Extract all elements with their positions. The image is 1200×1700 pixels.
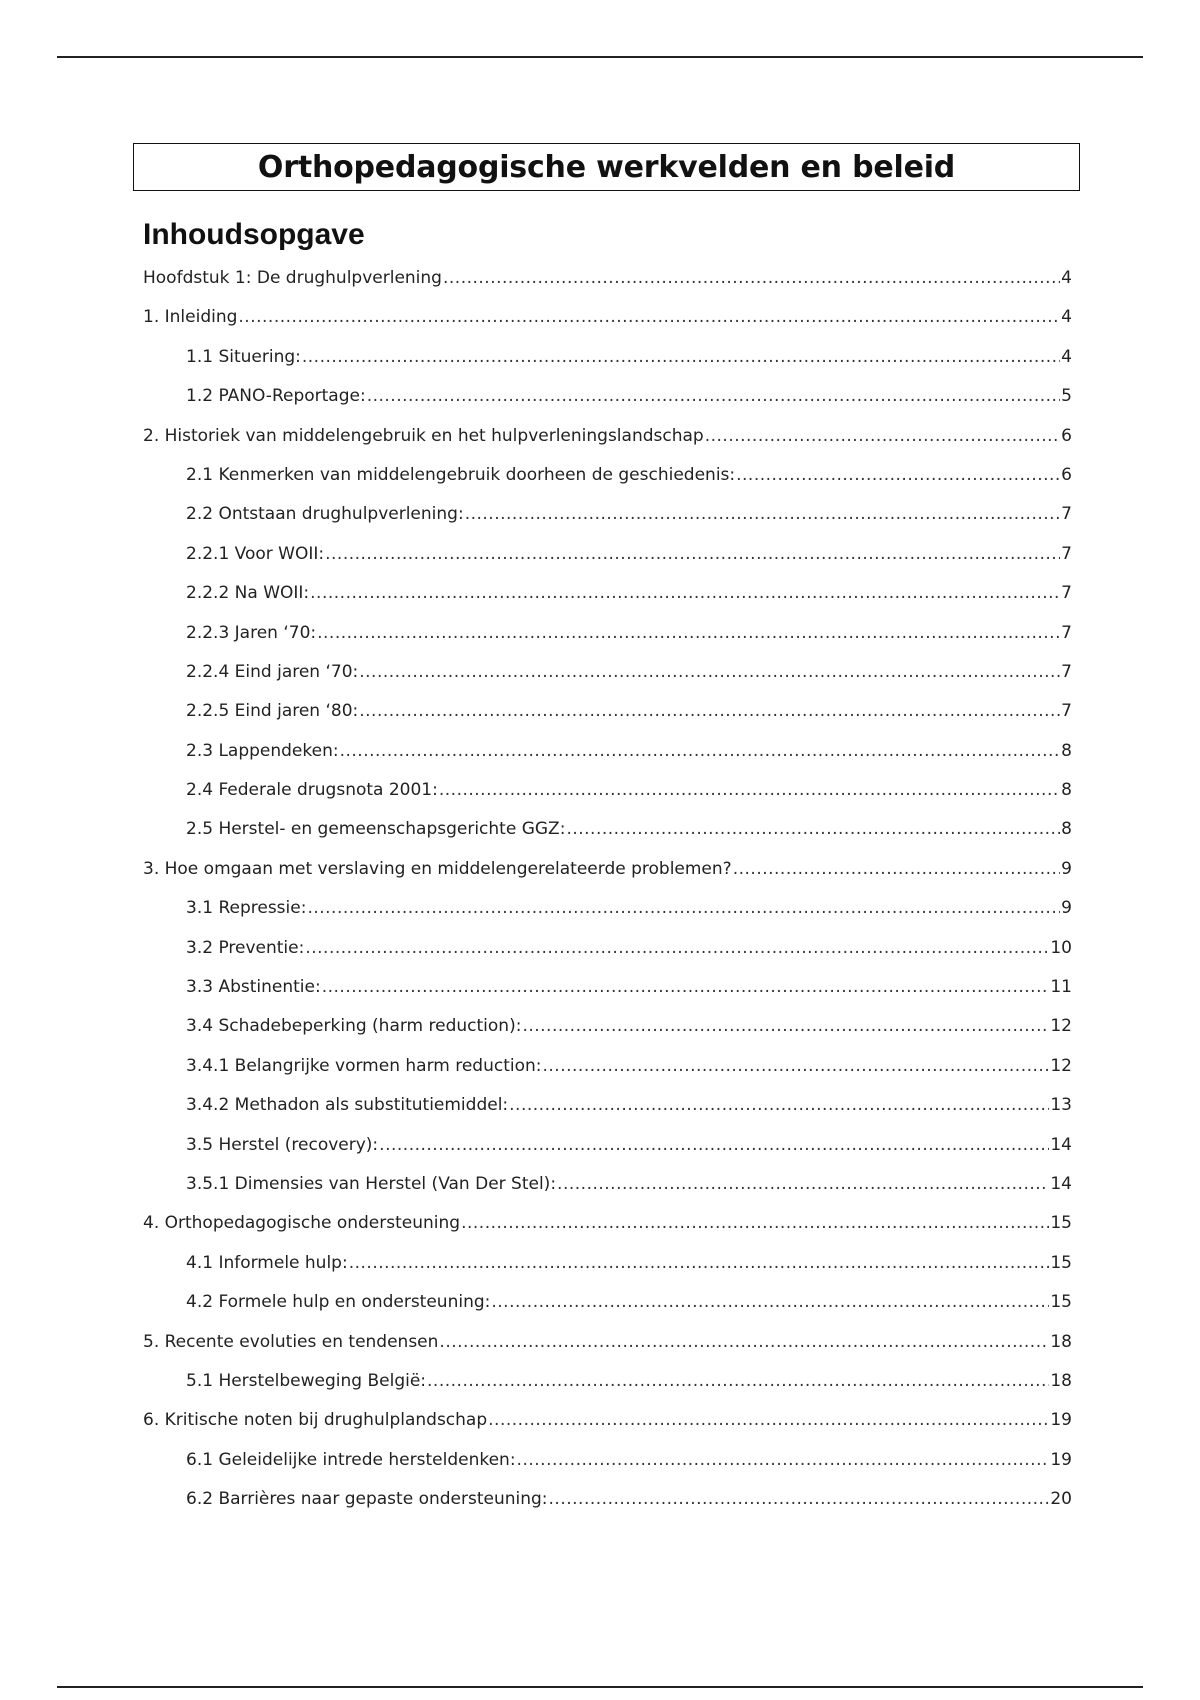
toc-entry[interactable]	[143, 544, 1072, 583]
toc-entry[interactable]	[143, 1450, 1072, 1489]
toc-entry-label: 2.1 Kenmerken van middelengebruik doorheen de geschiedenis:	[186, 464, 736, 485]
toc-entry-label: 6.2 Barrières naar gepaste ondersteuning:	[186, 1489, 548, 1510]
toc-dot-leader	[439, 780, 1060, 800]
toc-page-number: 8	[1061, 819, 1072, 840]
toc-dot-leader	[465, 504, 1060, 524]
toc-entry-label: 2.2.5 Eind jaren ‘80:	[186, 701, 359, 722]
toc-dot-leader	[543, 1056, 1050, 1076]
toc-dot-leader	[359, 701, 1060, 721]
toc-entry-label: 4. Orthopedagogische ondersteuning	[143, 1213, 461, 1234]
toc-entry-label: 2.2 Ontstaan drughulpverlening:	[186, 504, 464, 525]
toc-page-number: 4	[1061, 346, 1072, 367]
toc-page-number: 15	[1050, 1252, 1072, 1273]
toc-entry-label: 3. Hoe omgaan met verslaving en middelengerelateerde problemen?	[143, 858, 732, 879]
toc-dot-leader	[491, 1292, 1049, 1312]
toc-dot-leader	[379, 1135, 1049, 1155]
toc-entry[interactable]	[143, 938, 1072, 977]
toc-entry-label: 4.1 Informele hulp:	[186, 1252, 348, 1273]
toc-dot-leader	[736, 465, 1060, 485]
toc-page-number: 18	[1050, 1370, 1072, 1391]
toc-page-number: 12	[1050, 1016, 1072, 1037]
toc-dot-leader	[461, 1213, 1049, 1233]
toc-dot-leader	[733, 859, 1060, 879]
toc-page-number: 15	[1050, 1213, 1072, 1234]
toc-page-number: 11	[1050, 977, 1072, 998]
toc-page-number: 7	[1061, 622, 1072, 643]
toc-page-number: 10	[1050, 937, 1072, 958]
toc-page-number: 12	[1050, 1055, 1072, 1076]
toc-entry-label: 2.5 Herstel- en gemeenschapsgerichte GGZ:	[186, 819, 566, 840]
toc-dot-leader	[322, 977, 1050, 997]
toc-dot-leader	[340, 741, 1061, 761]
toc-dot-leader	[509, 1095, 1049, 1115]
toc-entry[interactable]	[143, 268, 1072, 307]
toc-entry-label: 3.4 Schadebeperking (harm reduction):	[186, 1016, 522, 1037]
toc-page-number: 6	[1061, 464, 1072, 485]
toc-entry[interactable]	[143, 504, 1072, 543]
toc-entry-label: 3.4.1 Belangrijke vormen harm reduction:	[186, 1055, 542, 1076]
toc-entry[interactable]	[143, 898, 1072, 937]
toc-dot-leader	[488, 1410, 1049, 1430]
toc-dot-leader	[349, 1253, 1050, 1273]
toc-entry-label: 1.2 PANO-Reportage:	[186, 386, 366, 407]
toc-dot-leader	[359, 662, 1060, 682]
toc-page-number: 6	[1061, 425, 1072, 446]
toc-dot-leader	[367, 386, 1060, 406]
toc-entry-label: 3.5.1 Dimensies van Herstel (Van Der Stel):	[186, 1173, 557, 1194]
toc-entry[interactable]	[143, 780, 1072, 819]
toc-heading: Inhoudsopgave	[143, 218, 365, 251]
toc-page-number: 18	[1050, 1331, 1072, 1352]
toc-page-number: 19	[1050, 1410, 1072, 1431]
toc-dot-leader	[317, 623, 1060, 643]
toc-entry[interactable]	[143, 1095, 1072, 1134]
toc-entry-label: 3.2 Preventie:	[186, 937, 305, 958]
toc-page-number: 4	[1061, 307, 1072, 328]
toc-dot-leader	[517, 1450, 1050, 1470]
toc-entry-label: 3.5 Herstel (recovery):	[186, 1134, 379, 1155]
toc-dot-leader	[305, 938, 1049, 958]
toc-dot-leader	[522, 1016, 1049, 1036]
toc-dot-leader	[307, 898, 1060, 918]
toc-entry[interactable]	[143, 307, 1072, 346]
toc-page-number: 5	[1061, 386, 1072, 407]
document-title: Orthopedagogische werkvelden en beleid	[257, 149, 956, 185]
toc-dot-leader	[310, 583, 1060, 603]
toc-entry[interactable]	[143, 1135, 1072, 1174]
toc-entry[interactable]	[143, 623, 1072, 662]
toc-entry[interactable]	[143, 819, 1072, 858]
toc-entry[interactable]	[143, 347, 1072, 386]
toc-entry-label: 3.1 Repressie:	[186, 898, 307, 919]
toc-page-number: 20	[1050, 1489, 1072, 1510]
toc-entry-label: 5.1 Herstelbeweging België:	[186, 1370, 427, 1391]
toc-dot-leader	[427, 1371, 1049, 1391]
toc-page-number: 14	[1050, 1173, 1072, 1194]
toc-entry[interactable]	[143, 465, 1072, 504]
toc-entry-label: 1.1 Situering:	[186, 346, 301, 367]
toc-entry[interactable]	[143, 977, 1072, 1016]
toc-entry[interactable]	[143, 662, 1072, 701]
toc-entry[interactable]	[143, 1213, 1072, 1252]
header-rule	[57, 56, 1143, 58]
toc-entry[interactable]	[143, 583, 1072, 622]
toc-entry[interactable]	[143, 1410, 1072, 1449]
toc-entry[interactable]	[143, 1174, 1072, 1213]
toc-entry-label: 2.2.4 Eind jaren ‘70:	[186, 661, 359, 682]
toc-page-number: 15	[1050, 1292, 1072, 1313]
toc-page-number: 9	[1061, 898, 1072, 919]
toc-entry[interactable]	[143, 701, 1072, 740]
toc-entry-label: 2.2.3 Jaren ‘70:	[186, 622, 317, 643]
toc-dot-leader	[439, 1332, 1049, 1352]
toc-page-number: 7	[1061, 701, 1072, 722]
toc-entry-label: 2.3 Lappendeken:	[186, 740, 339, 761]
toc-page-number: 7	[1061, 661, 1072, 682]
toc-entry[interactable]	[143, 1056, 1072, 1095]
toc-dot-leader	[238, 307, 1060, 327]
table-of-contents	[143, 268, 1072, 1529]
toc-entry[interactable]	[143, 1292, 1072, 1331]
toc-page-number: 9	[1061, 858, 1072, 879]
toc-entry-label: 1. Inleiding	[143, 307, 238, 328]
toc-entry-label: 5. Recente evoluties en tendensen	[143, 1331, 439, 1352]
toc-entry-label: 6. Kritische noten bij drughulplandschap	[143, 1410, 488, 1431]
toc-page-number: 8	[1061, 780, 1072, 801]
toc-entry[interactable]	[143, 859, 1072, 898]
toc-dot-leader	[549, 1489, 1050, 1509]
toc-page-number: 7	[1061, 543, 1072, 564]
toc-dot-leader	[705, 426, 1060, 446]
toc-page-number: 7	[1061, 583, 1072, 604]
toc-page-number: 13	[1050, 1095, 1072, 1116]
toc-entry[interactable]	[143, 426, 1072, 465]
document-title-box	[133, 143, 1080, 191]
toc-entry-label: 2.2.1 Voor WOII:	[186, 543, 325, 564]
toc-entry-label: 2.2.2 Na WOII:	[186, 583, 310, 604]
toc-dot-leader	[566, 819, 1060, 839]
toc-entry[interactable]	[143, 1489, 1072, 1528]
toc-dot-leader	[325, 544, 1060, 564]
toc-page-number: 19	[1050, 1449, 1072, 1470]
toc-entry[interactable]	[143, 1253, 1072, 1292]
toc-page-number: 8	[1061, 740, 1072, 761]
toc-entry-label: 6.1 Geleidelijke intrede hersteldenken:	[186, 1449, 516, 1470]
toc-entry[interactable]	[143, 1371, 1072, 1410]
toc-page-number: 7	[1061, 504, 1072, 525]
toc-entry-label: 2. Historiek van middelengebruik en het hulpverleningslandschap	[143, 425, 704, 446]
toc-dot-leader	[443, 268, 1060, 288]
toc-entry-label: Hoofdstuk 1: De drughulpverlening	[143, 268, 442, 288]
footer-rule	[57, 1686, 1143, 1688]
toc-entry[interactable]	[143, 741, 1072, 780]
toc-entry[interactable]	[143, 1016, 1072, 1055]
toc-page-number: 4	[1061, 268, 1072, 288]
toc-entry-label: 2.4 Federale drugsnota 2001:	[186, 780, 438, 801]
toc-page-number: 14	[1050, 1134, 1072, 1155]
toc-dot-leader	[302, 347, 1060, 367]
toc-entry-label: 4.2 Formele hulp en ondersteuning:	[186, 1292, 491, 1313]
toc-entry-label: 3.3 Abstinentie:	[186, 977, 321, 998]
toc-entry[interactable]	[143, 1332, 1072, 1371]
toc-entry[interactable]	[143, 386, 1072, 425]
toc-dot-leader	[557, 1174, 1049, 1194]
toc-entry-label: 3.4.2 Methadon als substitutiemiddel:	[186, 1095, 509, 1116]
